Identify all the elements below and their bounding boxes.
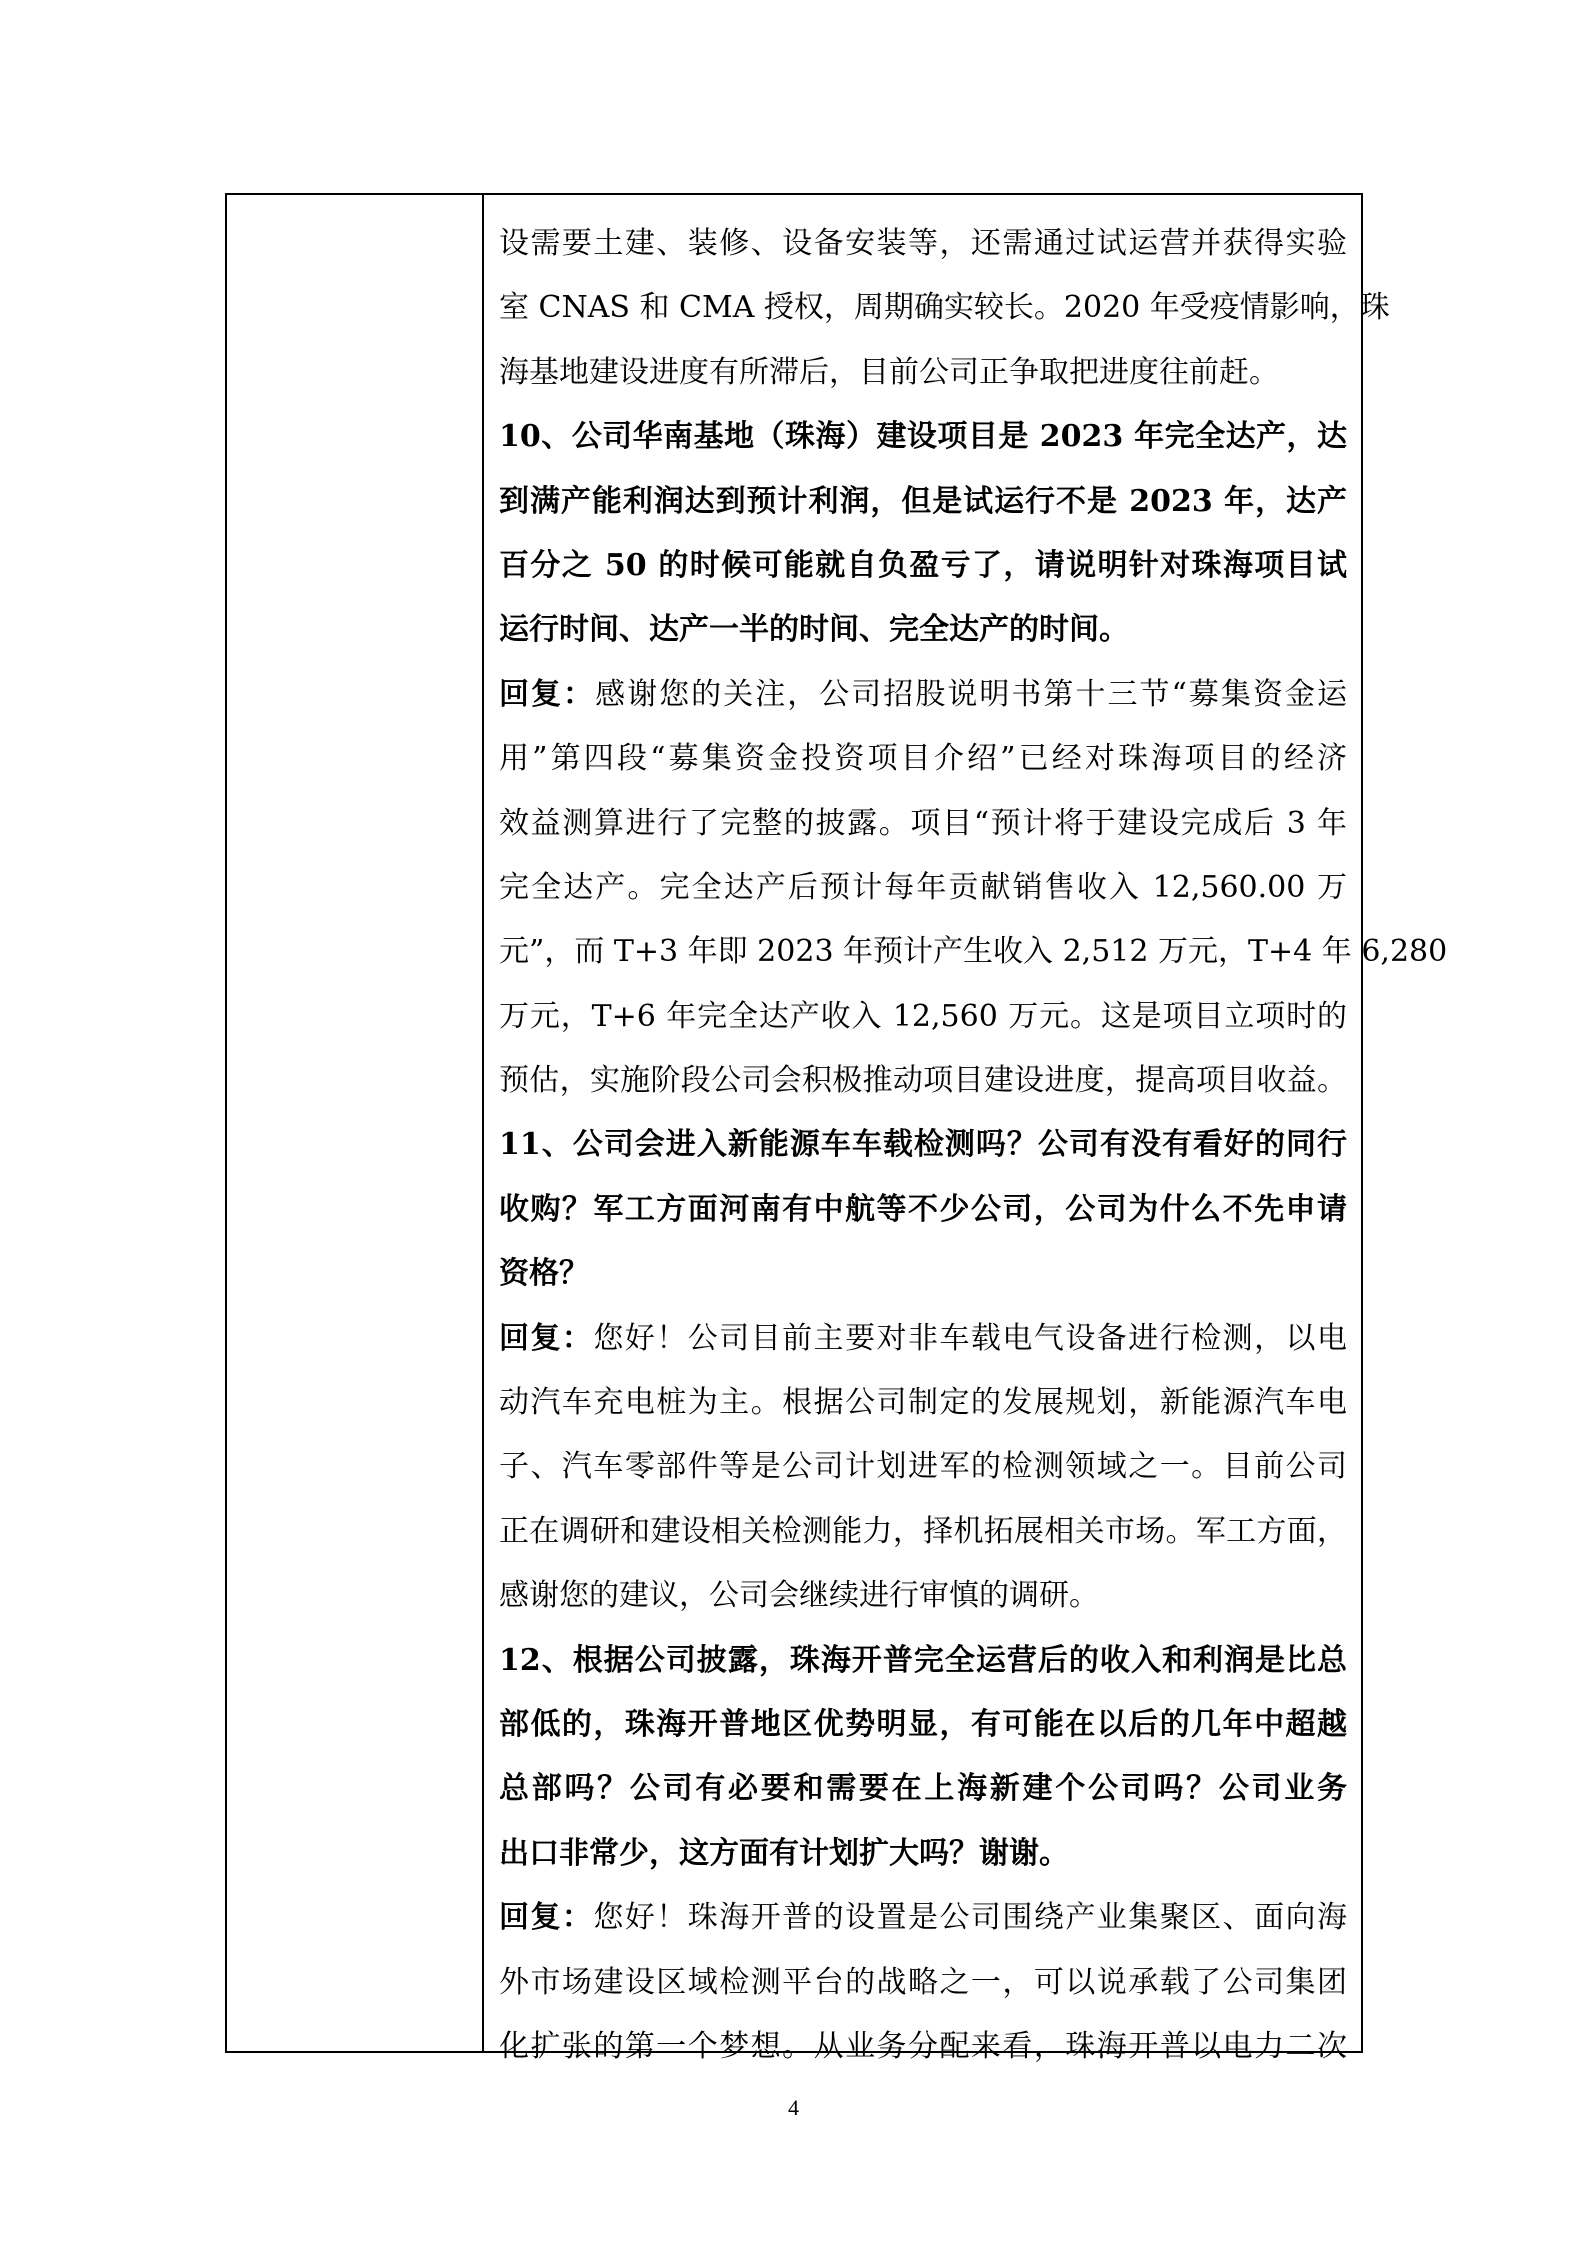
line-text: 动汽车充电桩为主。根据公司制定的发展规划，新能源汽车电 <box>499 1385 1347 1421</box>
line-text: 部低的，珠海开普地区优势明显，有可能在以后的几年中超越 <box>499 1706 1347 1742</box>
question-line <box>499 1242 1347 1306</box>
question-line <box>499 1693 1347 1757</box>
line-text: 11、公司会进入新能源车车载检测吗？公司有没有看好的同行 <box>499 1127 1347 1163</box>
answer-line <box>499 1500 1347 1564</box>
answer-line <box>499 727 1347 791</box>
line-text: 总部吗？公司有必要和需要在上海新建个公司吗？公司业务 <box>499 1771 1347 1807</box>
line-text: 外市场建设区域检测平台的战略之一，可以说承载了公司集团 <box>499 1964 1347 2000</box>
page-number: 4 <box>788 2095 799 2120</box>
answer-line <box>499 276 1390 340</box>
line-text: 设需要土建、装修、设备安装等，还需通过试运营并获得实验 <box>499 226 1347 261</box>
line-text: 资格？ <box>499 1256 589 1292</box>
line-text: 室 CNAS 和 CMA 授权，周期确实较长。2020 年受疫情影响，珠 <box>499 290 1390 326</box>
line-text: 子、汽车零部件等是公司计划进军的检测领域之一。目前公司 <box>499 1449 1347 1485</box>
line-text: 元”，而 T+3 年即 2023 年预计产生收入 2,512 万元，T+4 年 6,280 <box>499 934 1448 970</box>
answer-line <box>499 1371 1347 1435</box>
qa-content-cell <box>484 195 1448 2064</box>
answer-line <box>499 663 1347 727</box>
line-text: 12、根据公司披露，珠海开普完全运营后的收入和利润是比总 <box>499 1642 1347 1678</box>
reply-label: 回复： <box>499 1320 594 1356</box>
line-text: 化扩张的第一个梦想。从业务分配来看，珠海开普以电力二次 <box>499 2028 1347 2064</box>
answer-line <box>499 985 1347 1049</box>
answer-line <box>499 920 1448 984</box>
line-text: 正在调研和建设相关检测能力，择机拓展相关市场。军工方面， <box>499 1513 1347 1549</box>
line-text: 预估，实施阶段公司会积极推动项目建设进度，提高项目收益。 <box>499 1063 1347 1099</box>
line-text: 用”第四段“募集资金投资项目介绍”已经对珠海项目的经济 <box>499 741 1347 777</box>
question-line <box>499 1113 1347 1177</box>
answer-line <box>499 212 1347 276</box>
line-text: 感谢您的关注，公司招股说明书第十三节“募集资金运 <box>595 676 1347 712</box>
question-line <box>499 1629 1347 1693</box>
qa-table <box>225 193 1448 2064</box>
line-text: 收购？军工方面河南有中航等不少公司，公司为什么不先申请 <box>499 1191 1347 1227</box>
question-line <box>499 405 1347 469</box>
line-text: 到满产能利润达到预计利润，但是试运行不是 2023 年，达产 <box>499 483 1347 519</box>
line-text: 10、公司华南基地（珠海）建设项目是 2023 年完全达产，达 <box>499 419 1347 455</box>
answer-line <box>499 1564 1347 1628</box>
answer-line <box>499 1886 1347 1950</box>
answer-line <box>499 341 1347 405</box>
answer-line <box>499 1435 1347 1499</box>
answer-line <box>499 2015 1347 2079</box>
answer-line <box>499 1049 1347 1113</box>
line-text: 海基地建设进度有所滞后，目前公司正争取把进度往前赶。 <box>499 354 1279 390</box>
answer-line <box>499 792 1347 856</box>
line-text: 万元，T+6 年完全达产收入 12,560 万元。这是项目立项时的 <box>499 998 1347 1034</box>
question-line <box>499 1757 1347 1821</box>
reply-label: 回复： <box>499 1900 594 1936</box>
line-text: 您好！珠海开普的设置是公司围绕产业集聚区、面向海 <box>593 1900 1348 1936</box>
answer-line <box>499 1307 1347 1371</box>
line-text: 效益测算进行了完整的披露。项目“预计将于建设完成后 3 年 <box>499 805 1347 841</box>
question-line <box>499 470 1347 534</box>
question-line <box>499 534 1347 598</box>
line-text: 运行时间、达产一半的时间、完全达产的时间。 <box>499 612 1129 648</box>
reply-label: 回复： <box>499 676 596 712</box>
line-text: 出口非常少，这方面有计划扩大吗？谢谢。 <box>499 1835 1069 1871</box>
line-text: 您好！公司目前主要对非车载电气设备进行检测，以电 <box>593 1320 1348 1356</box>
line-text: 百分之 50 的时候可能就自负盈亏了，请说明针对珠海项目试 <box>499 547 1347 583</box>
answer-line <box>499 1951 1347 2015</box>
line-text: 完全达产。完全达产后预计每年贡献销售收入 12,560.00 万 <box>499 869 1347 905</box>
question-line <box>499 598 1347 662</box>
line-text: 感谢您的建议，公司会继续进行审慎的调研。 <box>499 1578 1099 1614</box>
question-line <box>499 1822 1347 1886</box>
answer-line <box>499 856 1347 920</box>
question-line <box>499 1178 1347 1242</box>
